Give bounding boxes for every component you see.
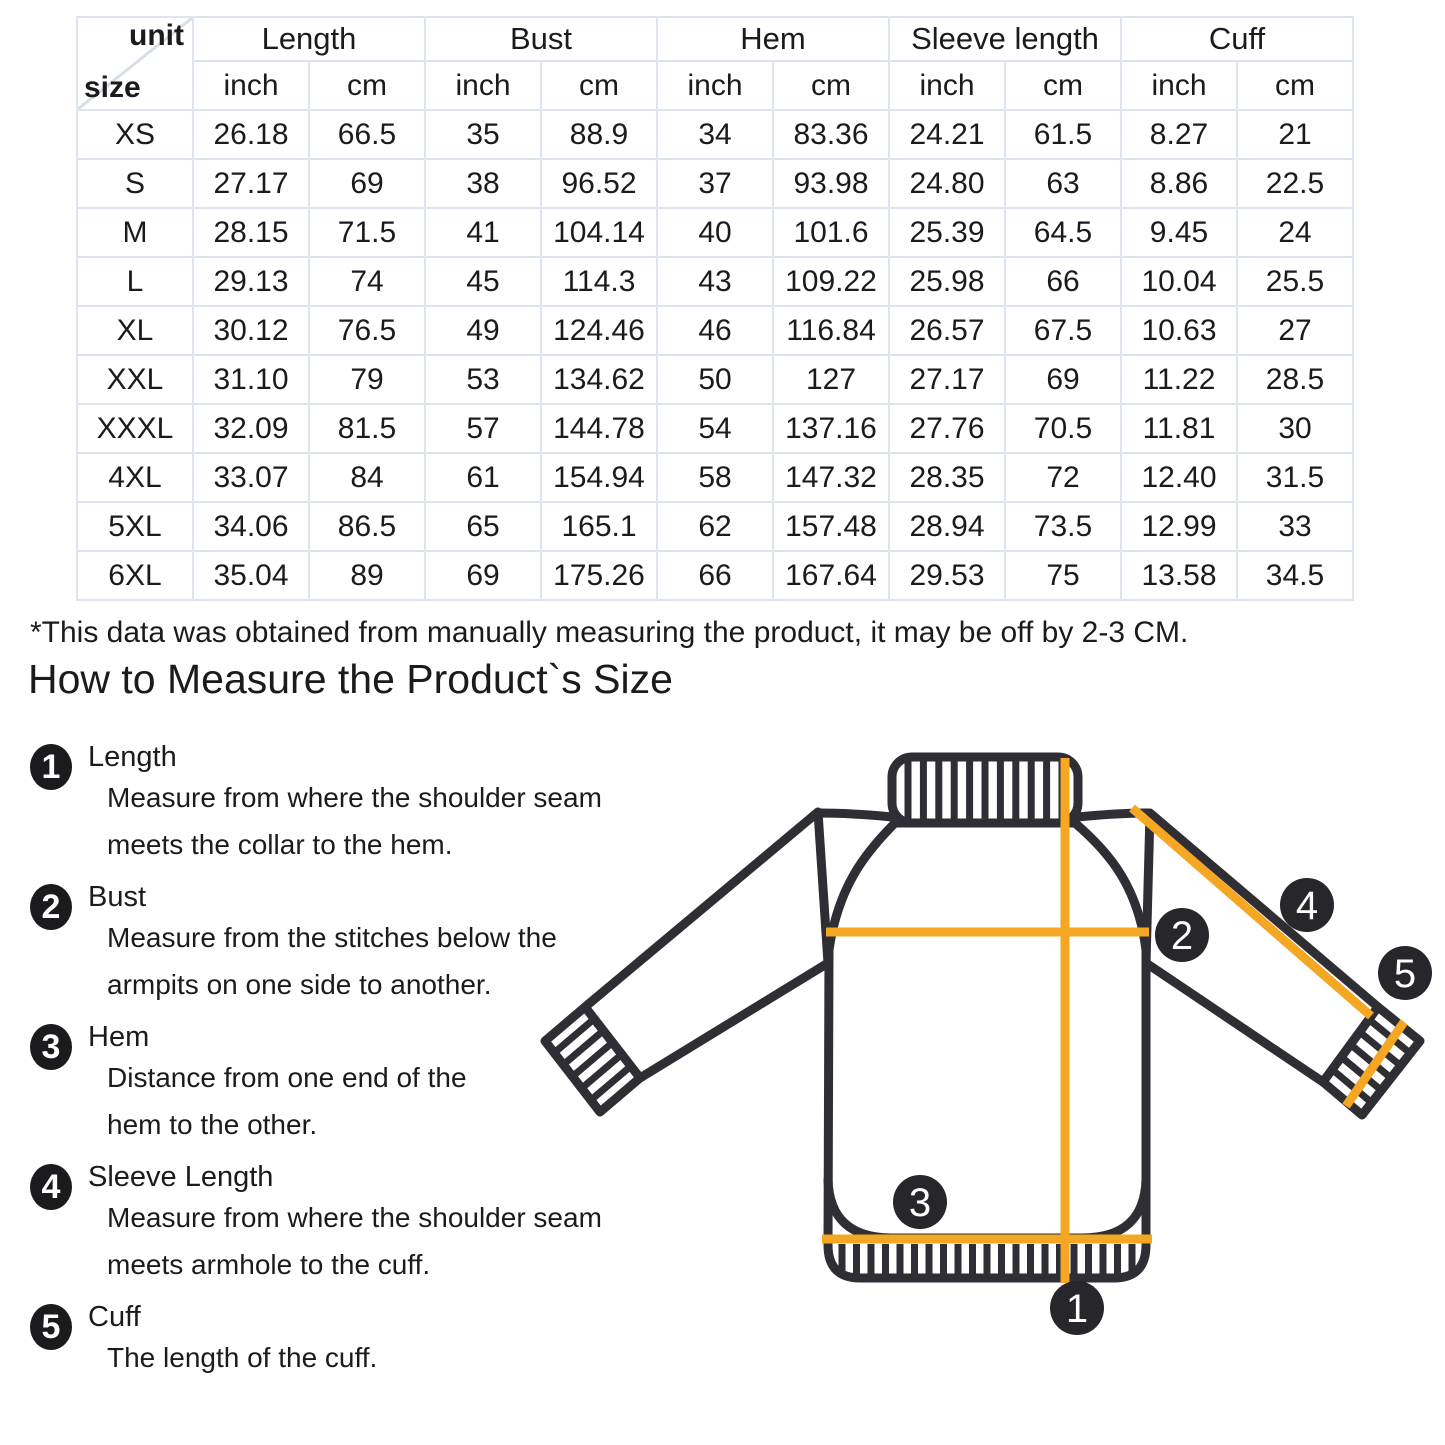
group-header-hem: Hem bbox=[657, 17, 889, 61]
measurement-cell: 31.10 bbox=[193, 355, 309, 404]
size-label-cell: 6XL bbox=[77, 551, 193, 600]
measurement-cell: 63 bbox=[1005, 159, 1121, 208]
group-header-sleeve-length: Sleeve length bbox=[889, 17, 1121, 61]
measurement-cell: 41 bbox=[425, 208, 541, 257]
unit-header-cell: cm bbox=[773, 61, 889, 110]
unit-header-cell: cm bbox=[541, 61, 657, 110]
instruction-label: Cuff bbox=[88, 1301, 141, 1333]
size-label-cell: XS bbox=[77, 110, 193, 159]
measurement-cell: 61 bbox=[425, 453, 541, 502]
svg-text:4: 4 bbox=[1295, 884, 1319, 928]
measurement-cell: 8.86 bbox=[1121, 159, 1237, 208]
size-label-cell: S bbox=[77, 159, 193, 208]
measurement-cell: 86.5 bbox=[309, 502, 425, 551]
measurement-cell: 10.04 bbox=[1121, 257, 1237, 306]
measurement-cell: 165.1 bbox=[541, 502, 657, 551]
measurement-cell: 12.40 bbox=[1121, 453, 1237, 502]
size-label-cell: 4XL bbox=[77, 453, 193, 502]
unit-header-cell: inch bbox=[889, 61, 1005, 110]
measurement-cell: 101.6 bbox=[773, 208, 889, 257]
size-label-cell: XL bbox=[77, 306, 193, 355]
instruction-text-line: meets armhole to the cuff. bbox=[107, 1249, 431, 1280]
measurement-cell: 28.5 bbox=[1237, 355, 1353, 404]
instruction-number-badge: 3 bbox=[30, 1024, 72, 1070]
measurement-cell: 73.5 bbox=[1005, 502, 1121, 551]
measurement-cell: 124.46 bbox=[541, 306, 657, 355]
measurement-cell: 22.5 bbox=[1237, 159, 1353, 208]
measurement-cell: 27.76 bbox=[889, 404, 1005, 453]
size-label-cell: M bbox=[77, 208, 193, 257]
measurement-cell: 28.15 bbox=[193, 208, 309, 257]
measurement-cell: 137.16 bbox=[773, 404, 889, 453]
measurement-cell: 24 bbox=[1237, 208, 1353, 257]
measurement-cell: 64.5 bbox=[1005, 208, 1121, 257]
left-sleeve-outline bbox=[585, 812, 828, 1078]
corner-cell bbox=[77, 17, 193, 110]
size-label-cell: 5XL bbox=[77, 502, 193, 551]
measurement-cell: 9.45 bbox=[1121, 208, 1237, 257]
sweater-measure-diagram bbox=[520, 725, 1445, 1385]
measurement-cell: 11.22 bbox=[1121, 355, 1237, 404]
measurement-cell: 13.58 bbox=[1121, 551, 1237, 600]
measurement-cell: 66 bbox=[1005, 257, 1121, 306]
unit-header-cell: cm bbox=[1237, 61, 1353, 110]
svg-text:2: 2 bbox=[1170, 914, 1194, 958]
marker-bust bbox=[1155, 908, 1209, 962]
measurement-cell: 43 bbox=[657, 257, 773, 306]
instruction-number-badge: 4 bbox=[30, 1164, 72, 1210]
measurement-cell: 104.14 bbox=[541, 208, 657, 257]
measurement-cell: 45 bbox=[425, 257, 541, 306]
measurement-cell: 25.39 bbox=[889, 208, 1005, 257]
size-row bbox=[77, 159, 1353, 208]
measurement-cell: 27 bbox=[1237, 306, 1353, 355]
measurement-cell: 32.09 bbox=[193, 404, 309, 453]
measurement-cell: 25.98 bbox=[889, 257, 1005, 306]
measurement-cell: 67.5 bbox=[1005, 306, 1121, 355]
measurement-cell: 69 bbox=[425, 551, 541, 600]
instruction-number-badge: 2 bbox=[30, 884, 72, 930]
instruction-label: Length bbox=[88, 741, 177, 773]
measurement-cell: 66.5 bbox=[309, 110, 425, 159]
measurement-cell: 147.32 bbox=[773, 453, 889, 502]
measurement-cell: 49 bbox=[425, 306, 541, 355]
marker-sleeve bbox=[1280, 878, 1334, 932]
measurement-cell: 71.5 bbox=[309, 208, 425, 257]
measurement-cell: 30.12 bbox=[193, 306, 309, 355]
measurement-cell: 10.63 bbox=[1121, 306, 1237, 355]
measurement-cell: 26.18 bbox=[193, 110, 309, 159]
size-row bbox=[77, 551, 1353, 600]
corner-unit-label: unit bbox=[129, 19, 184, 52]
measurement-cell: 75 bbox=[1005, 551, 1121, 600]
svg-text:3: 3 bbox=[908, 1181, 932, 1225]
instruction-label: Bust bbox=[88, 881, 147, 913]
instruction-text-line: hem to the other. bbox=[107, 1109, 318, 1140]
measurement-cell: 33.07 bbox=[193, 453, 309, 502]
measurement-cell: 88.9 bbox=[541, 110, 657, 159]
measurement-cell: 29.53 bbox=[889, 551, 1005, 600]
size-row bbox=[77, 110, 1353, 159]
unit-header-cell: inch bbox=[425, 61, 541, 110]
measurement-cell: 167.64 bbox=[773, 551, 889, 600]
instruction-text-line: Measure from where the shoulder seam bbox=[107, 782, 602, 813]
size-row bbox=[77, 257, 1353, 306]
measurement-cell: 54 bbox=[657, 404, 773, 453]
measurement-cell: 154.94 bbox=[541, 453, 657, 502]
measurement-cell: 12.99 bbox=[1121, 502, 1237, 551]
measurement-cell: 89 bbox=[309, 551, 425, 600]
measurement-cell: 70.5 bbox=[1005, 404, 1121, 453]
measurement-cell: 37 bbox=[657, 159, 773, 208]
size-label-cell: L bbox=[77, 257, 193, 306]
measurement-cell: 69 bbox=[1005, 355, 1121, 404]
measurement-cell: 40 bbox=[657, 208, 773, 257]
measurement-cell: 175.26 bbox=[541, 551, 657, 600]
measurement-cell: 84 bbox=[309, 453, 425, 502]
size-row bbox=[77, 453, 1353, 502]
measurement-cell: 50 bbox=[657, 355, 773, 404]
size-row bbox=[77, 306, 1353, 355]
measurement-cell: 27.17 bbox=[889, 355, 1005, 404]
corner-size-label: size bbox=[84, 71, 141, 104]
measurement-cell: 62 bbox=[657, 502, 773, 551]
measurement-cell: 69 bbox=[309, 159, 425, 208]
measurement-cell: 114.3 bbox=[541, 257, 657, 306]
measurement-cell: 34 bbox=[657, 110, 773, 159]
group-header-bust: Bust bbox=[425, 17, 657, 61]
measurement-cell: 127 bbox=[773, 355, 889, 404]
unit-header-cell: inch bbox=[1121, 61, 1237, 110]
measurement-cell: 28.35 bbox=[889, 453, 1005, 502]
measurement-cell: 35.04 bbox=[193, 551, 309, 600]
measurement-cell: 76.5 bbox=[309, 306, 425, 355]
measurement-cell: 96.52 bbox=[541, 159, 657, 208]
instruction-number-badge: 5 bbox=[30, 1304, 72, 1350]
measurement-cell: 35 bbox=[425, 110, 541, 159]
measurement-cell: 24.80 bbox=[889, 159, 1005, 208]
unit-header-cell: inch bbox=[193, 61, 309, 110]
unit-header-cell: cm bbox=[1005, 61, 1121, 110]
measurement-cell: 66 bbox=[657, 551, 773, 600]
measurement-cell: 109.22 bbox=[773, 257, 889, 306]
measurement-cell: 157.48 bbox=[773, 502, 889, 551]
sweater-illustration bbox=[520, 725, 1445, 1385]
marker-hem bbox=[893, 1175, 947, 1229]
measurement-cell: 21 bbox=[1237, 110, 1353, 159]
measurement-cell: 28.94 bbox=[889, 502, 1005, 551]
section-title: How to Measure the Product`s Size bbox=[28, 656, 673, 702]
size-row bbox=[77, 355, 1353, 404]
measurement-cell: 26.57 bbox=[889, 306, 1005, 355]
instruction-text-line: meets the collar to the hem. bbox=[107, 829, 453, 860]
svg-text:5: 5 bbox=[1393, 952, 1417, 996]
size-row bbox=[77, 502, 1353, 551]
measurement-cell: 81.5 bbox=[309, 404, 425, 453]
instruction-text-line: The length of the cuff. bbox=[107, 1342, 378, 1373]
hem-ribbing bbox=[842, 1244, 1132, 1274]
instruction-text-line: armpits on one side to another. bbox=[107, 969, 492, 1000]
measurement-cell: 31.5 bbox=[1237, 453, 1353, 502]
instruction-number-badge: 1 bbox=[30, 744, 72, 790]
measurement-cell: 29.13 bbox=[193, 257, 309, 306]
measurement-cell: 38 bbox=[425, 159, 541, 208]
measurement-cell: 74 bbox=[309, 257, 425, 306]
instruction-label: Sleeve Length bbox=[88, 1161, 274, 1193]
measurement-cell: 144.78 bbox=[541, 404, 657, 453]
measurement-cell: 25.5 bbox=[1237, 257, 1353, 306]
group-header-row bbox=[77, 17, 1353, 61]
sweater-body-outline bbox=[828, 823, 1146, 1278]
unit-header-cell: inch bbox=[657, 61, 773, 110]
size-label-cell: XXL bbox=[77, 355, 193, 404]
measurement-cell: 61.5 bbox=[1005, 110, 1121, 159]
measurement-cell: 65 bbox=[425, 502, 541, 551]
instruction-text-line: Measure from where the shoulder seam bbox=[107, 1202, 602, 1233]
instruction-text-line: Distance from one end of the bbox=[107, 1062, 467, 1093]
size-chart-table bbox=[76, 16, 1354, 601]
measurement-cell: 30 bbox=[1237, 404, 1353, 453]
measurement-cell: 24.21 bbox=[889, 110, 1005, 159]
size-label-cell: XXXL bbox=[77, 404, 193, 453]
instruction-label: Hem bbox=[88, 1021, 150, 1053]
group-header-length: Length bbox=[193, 17, 425, 61]
measurement-cell: 46 bbox=[657, 306, 773, 355]
group-header-cuff: Cuff bbox=[1121, 17, 1353, 61]
measurement-cell: 57 bbox=[425, 404, 541, 453]
measurement-cell: 79 bbox=[309, 355, 425, 404]
measurement-cell: 116.84 bbox=[773, 306, 889, 355]
measurement-cell: 8.27 bbox=[1121, 110, 1237, 159]
svg-text:1: 1 bbox=[1065, 1287, 1089, 1331]
measurement-cell: 83.36 bbox=[773, 110, 889, 159]
measurement-cell: 34.5 bbox=[1237, 551, 1353, 600]
left-shoulder-seam bbox=[819, 813, 892, 817]
measurement-cell: 134.62 bbox=[541, 355, 657, 404]
size-row bbox=[77, 404, 1353, 453]
instruction-text-line: Measure from the stitches below the bbox=[107, 922, 557, 953]
unit-header-row bbox=[77, 61, 1353, 110]
measurement-cell: 53 bbox=[425, 355, 541, 404]
measurement-cell: 11.81 bbox=[1121, 404, 1237, 453]
measurement-cell: 33 bbox=[1237, 502, 1353, 551]
measurement-cell: 34.06 bbox=[193, 502, 309, 551]
marker-length bbox=[1050, 1281, 1104, 1335]
measurement-cell: 27.17 bbox=[193, 159, 309, 208]
measurement-cell: 93.98 bbox=[773, 159, 889, 208]
measurement-cell: 58 bbox=[657, 453, 773, 502]
unit-header-cell: cm bbox=[309, 61, 425, 110]
size-row bbox=[77, 208, 1353, 257]
measurement-disclaimer: *This data was obtained from manually measuring the product, it may be off by 2-3 CM. bbox=[30, 616, 1189, 649]
measurement-cell: 72 bbox=[1005, 453, 1121, 502]
marker-cuff bbox=[1378, 946, 1432, 1000]
